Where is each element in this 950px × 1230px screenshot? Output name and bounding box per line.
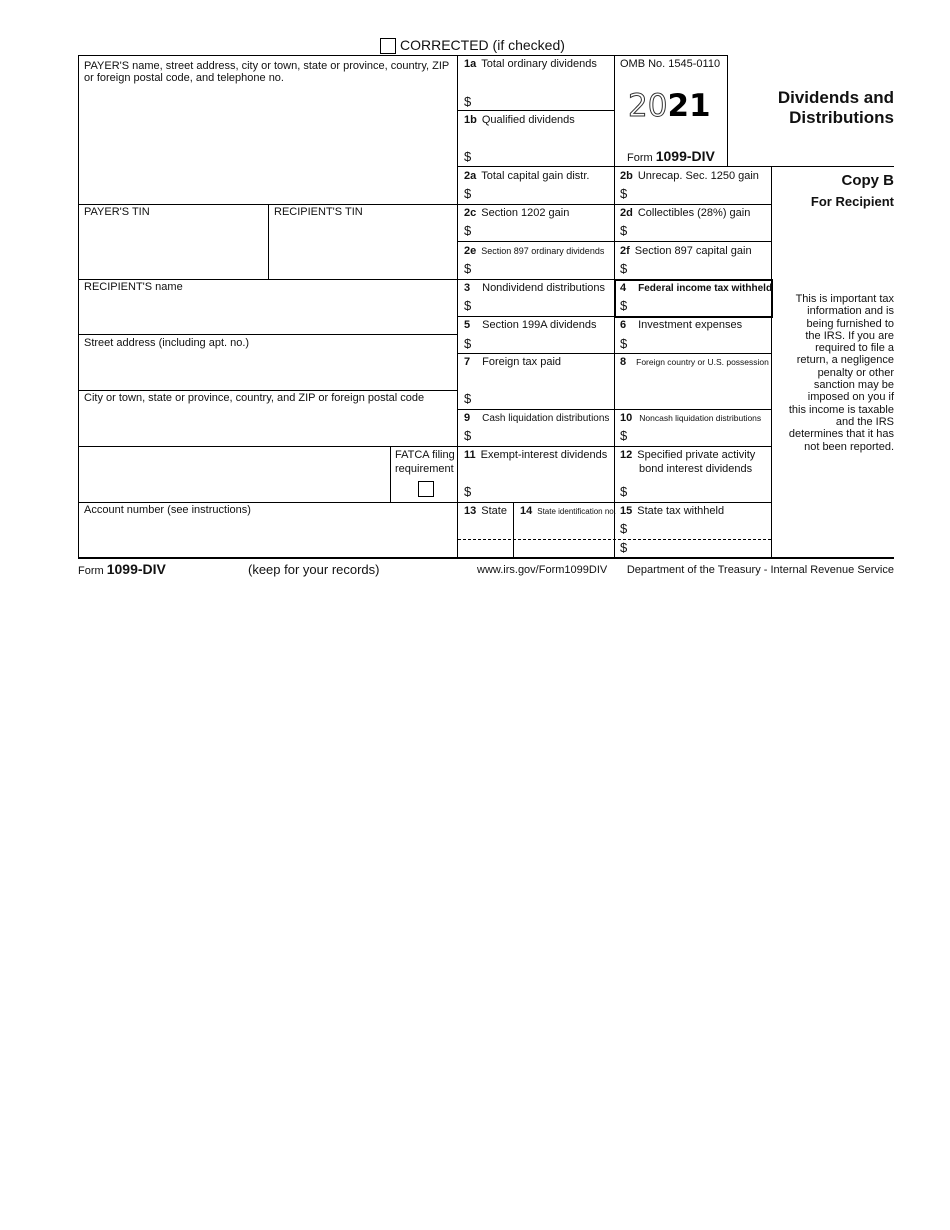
- omb-number: OMB No. 1545-0110: [620, 58, 721, 70]
- form-title-line1: Dividends and: [777, 88, 894, 107]
- box-2e-label: 2e Section 897 ordinary dividends: [464, 245, 605, 257]
- corrected-checkbox[interactable]: [380, 38, 396, 54]
- payer-label-line2: or foreign postal code, and telephone no.: [84, 72, 284, 84]
- fatca-checkbox[interactable]: [418, 481, 434, 497]
- box-15-dollar-1: $: [620, 521, 628, 536]
- box-2f-label: 2f Section 897 capital gain: [620, 245, 752, 257]
- box-6-label: 6 Investment expenses: [620, 319, 743, 331]
- box-2b-label: 2b Unrecap. Sec. 1250 gain: [620, 170, 759, 182]
- box-1a-dollar: $: [464, 94, 472, 109]
- box-2e-dollar: $: [464, 261, 472, 276]
- box-2d-label: 2d Collectibles (28%) gain: [620, 207, 751, 219]
- box-11-label: 11 Exempt-interest dividends: [464, 449, 608, 461]
- box-11-dollar: $: [464, 484, 472, 499]
- footer-form-name: Form 1099-DIV: [78, 561, 166, 577]
- recipient-name-label: RECIPIENT'S name: [84, 281, 183, 293]
- box-10-label: 10 Noncash liquidation distributions: [620, 412, 762, 424]
- box-7-label: 7 Foreign tax paid: [464, 356, 562, 368]
- box-6-dollar: $: [620, 336, 628, 351]
- box-1b-label: 1b Qualified dividends: [464, 114, 575, 126]
- box-12-label-line2: bond interest dividends: [639, 463, 753, 475]
- account-number-label: Account number (see instructions): [84, 504, 251, 516]
- box-2c-label: 2c Section 1202 gain: [464, 207, 570, 219]
- box-2f-dollar: $: [620, 261, 628, 276]
- box-1a-label: 1a Total ordinary dividends: [464, 58, 597, 70]
- box-12-dollar: $: [620, 484, 628, 499]
- box-15-dollar-2: $: [620, 540, 628, 555]
- form-name: Form 1099-DIV: [627, 148, 715, 164]
- box-13-label: 13 State: [464, 505, 507, 517]
- box-9-label: 9 Cash liquidation distributions: [464, 412, 610, 424]
- fatca-label-line2: requirement: [395, 463, 454, 475]
- box-9-dollar: $: [464, 428, 472, 443]
- fatca-label-line1: FATCA filing: [395, 449, 455, 461]
- payer-label-line1: PAYER'S name, street address, city or town, state or province, country, ZIP: [84, 60, 450, 72]
- box-5-label: 5 Section 199A dividends: [464, 319, 597, 331]
- box-14-label: 14 State identification no.: [520, 505, 616, 517]
- box-8-label: 8 Foreign country or U.S. possession: [620, 356, 769, 368]
- box-3-label: 3 Nondividend distributions: [464, 282, 606, 294]
- box-10-dollar: $: [620, 428, 628, 443]
- box-2b-dollar: $: [620, 186, 628, 201]
- box-2a-dollar: $: [464, 186, 472, 201]
- box-15-label: 15 State tax withheld: [620, 505, 725, 517]
- box-5-dollar: $: [464, 336, 472, 351]
- city-label: City or town, state or province, country, and ZIP or foreign postal code: [84, 392, 425, 404]
- corrected-label: CORRECTED (if checked): [400, 37, 565, 53]
- box-3-dollar: $: [464, 298, 472, 313]
- copy-b-label: Copy B: [841, 172, 894, 189]
- footer-url: www.irs.gov/Form1099DIV: [477, 564, 608, 576]
- street-address-label: Street address (including apt. no.): [84, 337, 250, 349]
- box-2c-dollar: $: [464, 223, 472, 238]
- box-7-dollar: $: [464, 391, 472, 406]
- box-1b-dollar: $: [464, 149, 472, 164]
- box-4-dollar: $: [620, 298, 628, 313]
- footer-department: Department of the Treasury - Internal Revenue Service: [626, 564, 894, 576]
- box-2d-dollar: $: [620, 223, 628, 238]
- for-recipient-label: For Recipient: [810, 194, 894, 209]
- form-title-line2: Distributions: [789, 108, 894, 127]
- form-title: [778, 88, 894, 128]
- box-12-label-line1: 12 Specified private activity: [620, 449, 756, 461]
- footer-keep-records: (keep for your records): [248, 562, 380, 577]
- notice-text: This is important tax information and is being furnished to the IRS. If you are required to file a return, a negligence penalty or other sanction may be imposed on you if this income is taxable and the IRS determines that it has not been reported.: [788, 293, 894, 453]
- recipient-tin-label: RECIPIENT'S TIN: [274, 206, 363, 218]
- box-4-label: 4 Federal income tax withheld: [620, 282, 773, 294]
- tax-year: 2021: [628, 88, 711, 124]
- box-2a-label: 2a Total capital gain distr.: [464, 170, 590, 182]
- payer-tin-label: PAYER'S TIN: [84, 206, 150, 218]
